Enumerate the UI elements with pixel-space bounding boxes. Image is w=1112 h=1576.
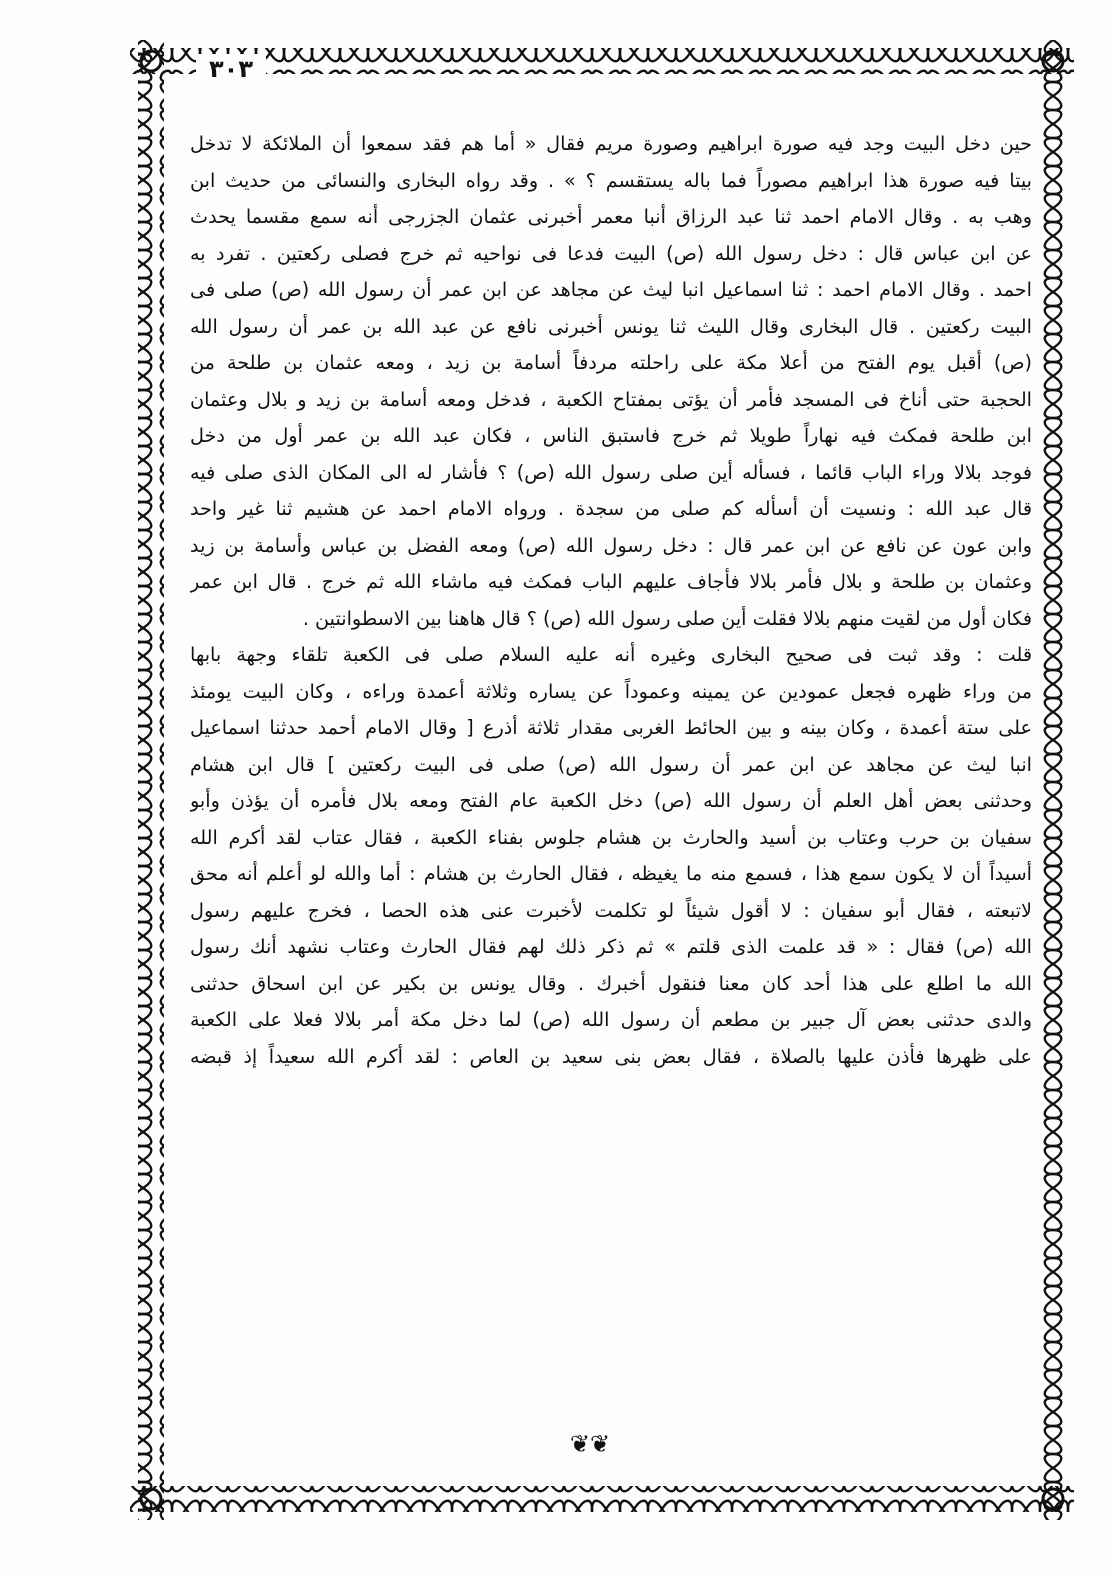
text-line: وهب به . وقال الامام احمد ثنا عبد الرزاق أنبا معمر أخبرنى عثمان الجزرجى أنه سمع مقسما يحدث (190, 205, 1032, 228)
text-line: فكان أول من لقيت منهم بلالا فقلت أين صلى رسول الله (ص) ؟ قال هاهنا بين الاسطوانتين . (302, 606, 1032, 630)
text-line: الله (ص) فقال : « قد علمت الذى قلتم » ثم ذكر ذلك لهم فقال الحارث وعتاب نشهد أنك رسول (190, 935, 1032, 958)
text-line: (ص) أقبل يوم الفتح من أعلا مكة على راحلته مردفاً أسامة بن زيد ، ومعه عثمان بن طلحة من (190, 351, 1032, 374)
text-line: عن ابن عباس قال : دخل رسول الله (ص) البيت فدعا فى نواحيه ثم خرج فصلى ركعتين . تفرد به (190, 241, 1032, 265)
text-line: الحجبة حتى أناخ فى المسجد فأمر أن يؤتى بمفتاح الكعبة ، فدخل ومعه أسامة بن زيد و بلال وعثمان (190, 387, 1032, 411)
text-line: قال عبد الله : ونسيت أن أسأله كم صلى من سجدة . ورواه الامام احمد عن هشيم ثنا غير واحد (190, 497, 1032, 520)
text-line: وحدثنى بعض أهل العلم أن رسول الله (ص) دخل الكعبة عام الفتح ومعه بلال فأمره أن يؤذن وأبو (190, 789, 1032, 812)
text-line: سفيان بن حرب وعتاب بن أسيد والحارث بن هشام جلوس بفناء الكعبة ، فقال عتاب لقد أكرم الله (190, 825, 1032, 849)
text-line: الله ما اطلع على هذا أحد كان معنا فنقول أخبرك . وقال يونس بن بكير عن ابن اسحاق حدثنى (190, 971, 1032, 995)
text-line: بيتا فيه صورة هذا ابراهيم مصوراً فما باله يستقسم ؟ » . وقد رواه البخارى والنسائى من حديث ابن (190, 168, 1032, 192)
text-line: انبا ليث عن مجاهد عن ابن عمر أن رسول الله (ص) صلى فى البيت ركعتين ] قال ابن هشام (190, 752, 1032, 776)
end-ornament: ❦❦ (569, 1430, 611, 1458)
page-number: ٣٠٣ (196, 54, 266, 84)
text-line: على ستة أعمدة ، وكان بينه و بين الحائط الغربى مقدار ثلاثة أذرع [ وقال الامام أحمد حدثنا اسماعيل (190, 716, 1032, 739)
text-line: لاتبعته ، فقال أبو سفيان : لا أقول شيئاً لو تكلمت لأخبرت عنى هذه الحصا ، فخرج عليهم رسول (190, 898, 1032, 922)
page-text (190, 126, 1032, 1075)
text-line: البيت ركعتين . قال البخارى وقال الليث ثنا يونس أخبرنى نافع عن عبد الله بن عمر أن رسول الله (190, 314, 1032, 338)
text-line: من وراء ظهره فجعل عمودين عن يمينه وعموداً عن يساره وثلاثة أعمدة وراءه ، وكان البيت يومئذ (190, 679, 1032, 703)
text-line: احمد . وقال الامام احمد : ثنا اسماعيل انبا ليث عن مجاهد عن ابن عمر أن رسول الله (ص) صلى فى (190, 278, 1032, 301)
text-line: ابن طلحة فمكث فيه نهاراً طويلا ثم خرج فاستبق الناس ، فكان عبد الله بن عمر أول من دخل (190, 424, 1032, 447)
text-line: حين دخل البيت وجد فيه صورة ابراهيم وصورة مريم فقال « أما هم فقد سمعوا أن الملائكة لا تدخل (190, 132, 1032, 155)
text-line: والدى حدثنى بعض آل جبير بن مطعم أن رسول الله (ص) لما دخل مكة أمر بلالا فعلا على الكعبة (190, 1008, 1032, 1031)
text-line: وعثمان بن طلحة و بلال فأمر بلالا فأجاف عليهم الباب فمكث فيه ماشاء الله ثم خرج . قال ابن عمر (190, 570, 1032, 593)
text-line: وابن عون عن نافع عن ابن عمر قال : دخل رسول الله (ص) ومعه الفضل بن عباس وأسامة بن زيد (190, 533, 1032, 557)
text-line: فوجد بلالا وراء الباب قائما ، فسأله أين صلى رسول الله (ص) ؟ فأشار له الى المكان الذى صلى فيه (190, 460, 1032, 484)
text-line: قلت : وقد ثبت فى صحيح البخارى وغيره أنه عليه السلام صلى فى الكعبة تلقاء وجهة بابها (190, 643, 1032, 666)
text-line: على ظهرها فأذن عليها بالصلاة ، فقال بعض بنى سعيد بن العاص : لقد أكرم الله سعيداً إذ قبضه (190, 1044, 1032, 1068)
text-line: أسيداً أن لا يكون سمع هذا ، فسمع منه ما يغيظه ، فقال الحارث بن هشام : أما والله لو أعلم أنه محق (190, 862, 1032, 885)
